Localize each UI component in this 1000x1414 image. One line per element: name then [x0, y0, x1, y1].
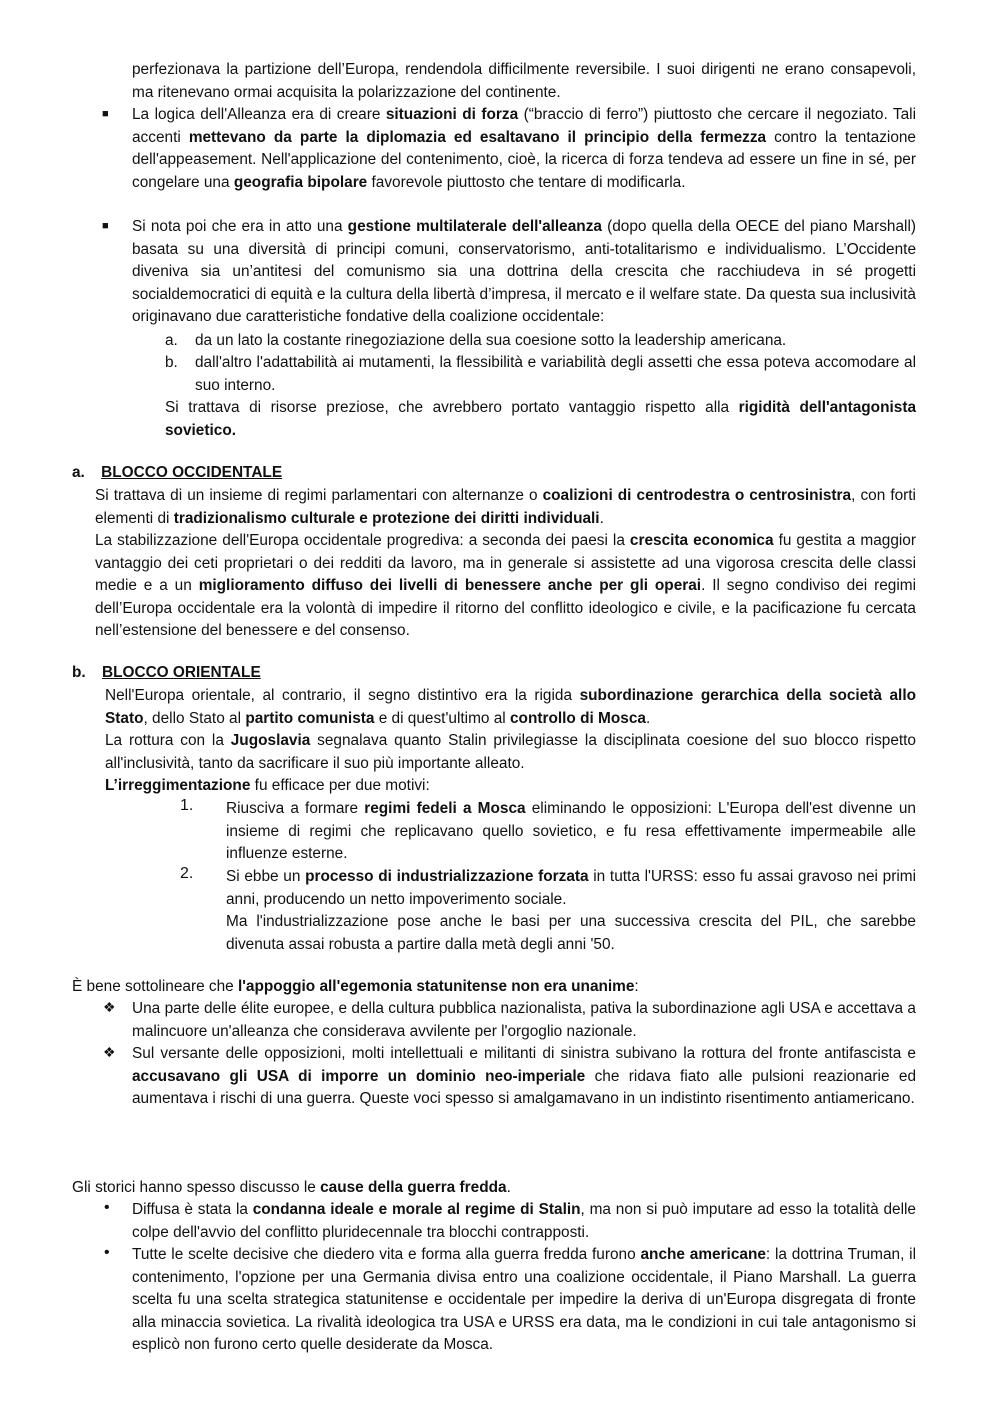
text-run: .	[599, 509, 604, 527]
text-run: . Il segno condiviso dei regimi dell’Europa occidentale era la volontà di impedire il ritorno del conflitto ideologico e civile, e la pacificazione fu cercata nell’estensione del benessere e del consenso.	[95, 577, 916, 640]
text-run: fu gestita a maggior vantaggio dei ceti proprietari o dei redditi da lavoro, ma in generale si assistette ad una vigorosa crescita delle classi medie e a un	[95, 532, 916, 595]
bold-text-run: coalizioni di centrodestra o centrosinistra	[542, 487, 852, 504]
bold-text-run: Jugoslavia	[230, 732, 311, 749]
text-run: da un lato la costante rinegoziazione della sua coesione sotto la leadership americana.	[195, 332, 787, 349]
text-run: Diffusa è stata la	[132, 1201, 253, 1218]
text-run: Si ebbe un	[226, 868, 306, 885]
numbered-label-1: 1.	[180, 797, 194, 814]
list-item-opposizioni	[132, 1043, 916, 1111]
text-run: perfezionava la partizione dell’Europa, rendendola difficilmente reversibile. I suoi dirigenti ne erano consapevoli, ma ritenevano ormai acquisita la polarizzazione del continente.	[132, 61, 916, 101]
text-run: La rottura con la	[105, 732, 231, 749]
numbered-label-2: 2.	[180, 865, 194, 882]
text-run: Si trattava di un insieme di regimi parlamentari con alternanze o	[95, 487, 543, 504]
text-run: Riusciva a formare	[226, 800, 365, 817]
bold-text-run: L’irreggimentazione	[105, 777, 251, 794]
paragraph-continuation	[132, 59, 916, 104]
bold-text-run: tradizionalismo culturale e protezione dei diritti individuali	[173, 509, 600, 527]
text-run: È bene sottolineare che	[72, 978, 238, 995]
paragraph-orientale-2	[105, 730, 916, 775]
paragraph-occidentale-2	[95, 530, 916, 643]
text-run: .	[506, 1179, 511, 1196]
bold-text-run: crescita economica	[629, 532, 774, 549]
list-item-forza	[132, 104, 916, 194]
section-title: BLOCCO OCCIDENTALE	[101, 464, 283, 481]
text-run: Tutte le scelte decisive che diedero vita e forma alla guerra fredda furono	[132, 1246, 641, 1263]
round-bullet-icon: •	[104, 1199, 110, 1216]
paragraph-cause-intro	[72, 1177, 916, 1200]
text-run: , ma non si può imputare ad esso la totalità delle colpe dell'avvio del conflitto pluridecennale tra blocchi contrapposti.	[132, 1201, 916, 1241]
list-item-americane	[132, 1244, 916, 1357]
bold-text-run: miglioramento diffuso dei livelli di benessere anche per gli operai	[198, 577, 702, 595]
list-item-elite	[132, 998, 916, 1043]
paragraph-risorse	[165, 397, 916, 442]
bold-text-run: partito comunista	[245, 709, 375, 727]
paragraph-orientale-1	[105, 685, 916, 730]
text-run: (“braccio di ferro”) piuttosto che cercare il negoziato. Tali accenti	[132, 106, 916, 146]
numbered-item-2	[226, 866, 916, 911]
text-run: e di quest'ultimo al	[374, 709, 510, 727]
square-bullet-icon: ■	[102, 108, 109, 120]
bold-text-run: geografia bipolare	[233, 173, 368, 191]
paragraph-occidentale-1	[95, 485, 916, 530]
section-label: a.	[72, 464, 85, 481]
list-item-multilaterale	[132, 216, 916, 329]
text-run: in tutta l'URSS: esso fu assai gravoso nei primi anni, producendo un netto impoverimento sociale.	[226, 868, 917, 908]
bold-text-run: controllo di Mosca	[509, 709, 646, 727]
sublist-label-b: b.	[165, 354, 178, 371]
text-run: : la dottrina Truman, il contenimento, l'opzione per una Germania divisa entro una coalizione occidentale, il Piano Marshall. La guerra scelta fu una scelta strategica statunitense e occidentale per impedire la deriva di un'Europa disgregata di fronte alla minaccia sovietica. La rivalità ideologica tra USA e URSS era data, ma le condizioni in cui tale antagonismo si esplicò non furono certo quelle desiderate da Mosca.	[132, 1246, 917, 1354]
text-run: Una parte delle élite europee, e della cultura pubblica nazionalista, pativa la subordinazione agli USA e accettava a malincuore un'alleanza che considerava avvilente per l'orgoglio nazionale.	[132, 1000, 916, 1040]
bold-text-run: rigidità dell'antagonista sovietico.	[165, 399, 916, 439]
text-run: fu efficace per due motivi:	[250, 777, 430, 794]
text-run: dall'altro l'adattabilità ai mutamenti, la flessibilità e variabilità degli assetti che essa poteva accomodare al suo interno.	[195, 354, 916, 394]
text-run: eliminando le opposizioni: L'Europa dell'est divenne un insieme di regimi che replicavano quello sovietico, e fu resa effettivamente impermeabile alle influenze esterne.	[226, 800, 916, 863]
text-run: (dopo quella della OECE del piano Marshall) basata su una diversità di principi comuni, conservatorismo, anti-totalitarismo e individualismo. L’Occidente diveniva sia un’antitesi del comunismo sia una dottrina della crescita che racchiudeva in sé progetti socialdemocratici di equità e la cultura della libertà d’impresa, il mercato e il welfare state. Da questa sua inclusività originavano due caratteristiche fondative della coalizione occidentale:	[132, 218, 916, 326]
text-run: La logica dell'Alleanza era di creare	[132, 106, 386, 123]
bold-text-run: cause della guerra fredda	[320, 1179, 507, 1196]
section-title: BLOCCO ORIENTALE	[101, 664, 261, 681]
text-run: , con forti elementi di	[95, 487, 916, 527]
text-run: Ma l'industrializzazione pose anche le basi per una successiva crescita del PIL, che sarebbe divenuta assai robusta a partire dalla metà degli anni '50.	[226, 913, 916, 953]
list-item-stalin	[132, 1199, 916, 1244]
sublist-item-a	[195, 330, 916, 353]
text-run: Gli storici hanno spesso discusso le	[72, 1179, 321, 1196]
sublist-label-a: a.	[165, 332, 178, 349]
text-run: Sul versante delle opposizioni, molti intellettuali e militanti di sinistra subivano la rottura del fronte antifascista e	[132, 1045, 916, 1062]
bold-text-run: situazioni di forza	[385, 106, 519, 123]
sublist-item-b	[195, 352, 916, 397]
text-run: favorevole piuttosto che tentare di modificarla.	[367, 173, 686, 191]
numbered-item-1	[226, 798, 916, 866]
bold-text-run: condanna ideale e morale al regime di Stalin	[252, 1201, 581, 1218]
bold-text-run: gestione multilaterale dell'alleanza	[347, 218, 602, 235]
bold-text-run: regimi fedeli a Mosca	[364, 800, 526, 817]
text-run: segnalava quanto Stalin privilegiasse la disciplinata coesione del suo blocco rispetto all'inclusività, tanto da sacrificare il suo più importante alleato.	[105, 732, 916, 772]
text-run: Si trattava di risorse preziose, che avrebbero portato vantaggio rispetto alla	[165, 399, 739, 416]
paragraph-orientale-3	[105, 775, 916, 798]
paragraph-appoggio-intro	[72, 976, 916, 999]
text-run: Si nota poi che era in atto una	[132, 218, 348, 235]
diamond-bullet-icon: ❖	[103, 999, 116, 1015]
bold-text-run: accusavano gli USA di imporre un dominio neo-imperiale	[132, 1067, 586, 1085]
round-bullet-icon: •	[104, 1244, 110, 1261]
bold-text-run: l'appoggio all'egemonia statunitense non era unanime	[238, 978, 635, 995]
text-run: :	[634, 978, 639, 995]
text-run: , dello Stato al	[143, 709, 246, 727]
bold-text-run: anche americane	[640, 1246, 766, 1263]
section-label: b.	[72, 664, 86, 681]
text-run: Nell'Europa orientale, al contrario, il segno distintivo era la rigida	[105, 687, 580, 704]
bold-text-run: mettevano da parte la diplomazia ed esaltavano il principio della fermezza	[188, 128, 767, 146]
diamond-bullet-icon: ❖	[103, 1044, 116, 1060]
bold-text-run: processo di industrializzazione forzata	[305, 868, 589, 885]
text-run: che ridava fiato alle pulsioni reazionarie ed aumentava i rischi di una guerra. Queste voci spesso si amalgamavano in un indistinto risentimento antiamericano.	[132, 1067, 917, 1108]
text-run: La stabilizzazione dell'Europa occidentale progrediva: a seconda dei paesi la	[95, 532, 630, 549]
text-run: .	[645, 709, 651, 727]
section-heading-occidentale	[72, 462, 282, 484]
section-heading-orientale	[72, 662, 261, 684]
numbered-item-2-continued	[226, 911, 916, 956]
bold-text-run: subordinazione gerarchica della società allo Stato	[105, 687, 916, 727]
square-bullet-icon: ■	[102, 220, 109, 232]
text-run: contro la tentazione dell'appeasement. Nell'applicazione del contenimento, cioè, la ricerca di forza tendeva ad essere un fine in sé, per congelare una	[132, 128, 916, 191]
